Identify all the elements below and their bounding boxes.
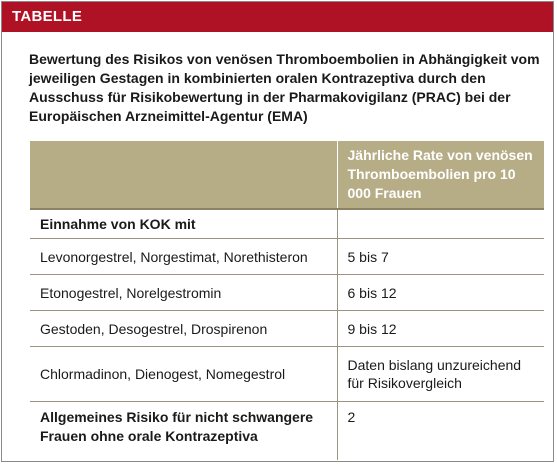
gestagen-cell: Gestoden, Desogestrel, Drospirenon bbox=[30, 311, 337, 347]
rate-cell: 5 bis 7 bbox=[337, 239, 544, 275]
table-header-row bbox=[30, 141, 544, 209]
box-label: TABELLE bbox=[12, 8, 83, 25]
rate-cell: Daten bislang unzureichend für Risikovergleich bbox=[337, 347, 544, 402]
general-risk-rate: 2 bbox=[337, 402, 544, 461]
table-row bbox=[30, 311, 544, 347]
gestagen-cell: Etonogestrel, Norelgestromin bbox=[30, 275, 337, 311]
subheader-row bbox=[30, 209, 544, 239]
table-row bbox=[30, 239, 544, 275]
rate-cell: 9 bis 12 bbox=[337, 311, 544, 347]
gestagen-cell: Chlormadinon, Dienogest, Nomegestrol bbox=[30, 347, 337, 402]
table-box bbox=[1, 1, 554, 462]
table-row bbox=[30, 347, 544, 402]
table-header-bar bbox=[2, 2, 553, 32]
column-header-rate: Jährliche Rate von venösen Thromboembolien pro 10 000 Frauen bbox=[337, 141, 544, 209]
general-risk-row bbox=[30, 402, 544, 461]
general-risk-label: Allgemeines Risiko für nicht schwangere Frauen ohne orale Kontrazeptiva bbox=[40, 409, 314, 444]
table-caption: Bewertung des Risikos von venösen Thromboembolien in Abhängigkeit vom jeweiligen Gestagen in kombinierten oralen Kontrazeptiva durch den Ausschuss für Risikobewertung in der Pharmakovigilanz (PRAC) bei der Europäischen Arzneimittel-Agentur (EMA) bbox=[29, 51, 540, 124]
subheader-label: Einnahme von KOK mit bbox=[30, 209, 337, 239]
risk-table bbox=[30, 141, 544, 460]
subheader-empty-cell bbox=[337, 209, 544, 239]
rate-cell: 6 bis 12 bbox=[337, 275, 544, 311]
column-header-gestagen bbox=[30, 141, 337, 209]
table-row bbox=[30, 275, 544, 311]
gestagen-cell: Levonorgestrel, Norgestimat, Norethisteron bbox=[30, 239, 337, 275]
